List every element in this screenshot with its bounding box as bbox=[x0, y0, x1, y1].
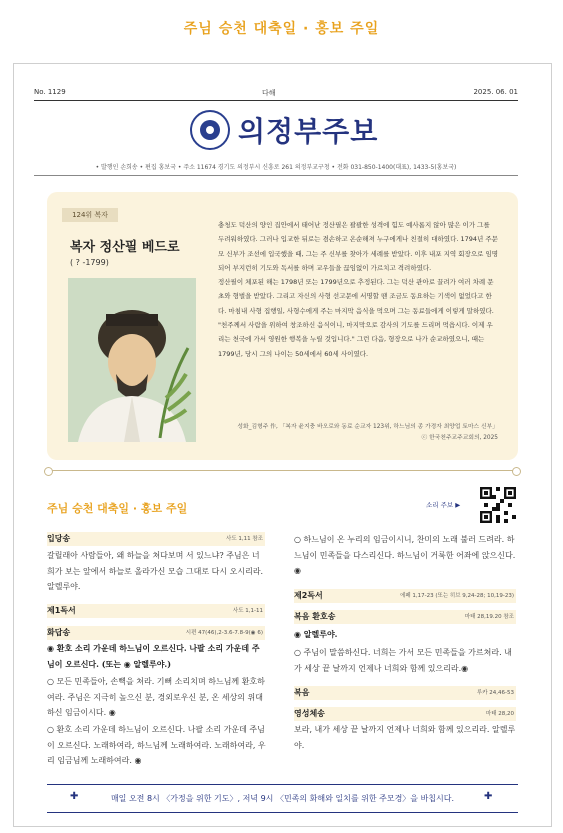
liturgy-title: 주님 승천 대축일 · 홍보 주일 bbox=[47, 502, 188, 515]
entrance-text: 갈릴래아 사람들아, 왜 하늘을 쳐다보며 서 있느냐? 주님은 너희가 보는 앞에서 하늘로 올라가신 모습 그대로 다시 오시리라. 알렐루야. bbox=[47, 551, 264, 591]
masthead-info-row bbox=[34, 88, 518, 100]
image-credit bbox=[218, 422, 498, 444]
saint-name: 복자 정산필 베드로 bbox=[70, 240, 180, 255]
cross-icon: ✚ bbox=[484, 791, 493, 802]
saint-badge: 124위 복자 bbox=[62, 208, 118, 222]
psalm-verse: ○ 환호 소리 가운데 하느님이 오르신다. 나팔 소리 가운데 주님이 오르신다. 노래하여라, 하느님께 노래하여라. 노래하여라, 우리 임금님께 노래하여라. ◉ bbox=[47, 725, 266, 765]
second-reading-ref: 에페 1,17-23 (또는 히브 9,24-28; 10,19-23) bbox=[400, 593, 514, 599]
issue-date: 2025. 06. 01 bbox=[473, 88, 518, 96]
imprint-rule bbox=[34, 175, 518, 176]
prayer-reminder: 매일 오전 8시 〈가정을 위한 기도〉, 저녁 9시 〈민족의 화해와 일치를 위한 주모경〉을 바칩시다. bbox=[110, 794, 455, 803]
entrance-ref: 사도 1,11 참조 bbox=[226, 536, 263, 542]
imprint-line: • 발행인 손희송 • 편집 홍보국 • 주소 11674 경기도 의정부시 신흥로 261 의정부교구청 • 전화 031-850-1400(대표), 1433-5(홍보국) bbox=[95, 164, 457, 171]
gospel-label: 복음 bbox=[294, 688, 310, 697]
sori-bulletin-link[interactable]: 소리 주보 ▶ bbox=[426, 501, 461, 509]
qr-code-icon[interactable] bbox=[480, 487, 516, 523]
section-divider bbox=[47, 470, 518, 471]
footer-rule-bottom bbox=[47, 812, 518, 813]
psalm-verse: ○ 모든 민족들아, 손뼉을 쳐라. 기뻐 소리치며 하느님께 환호하여라. 주님은 지극히 높으신 분, 경외로우신 분, 온 세상의 위대하신 임금이시다. ◉ bbox=[47, 677, 265, 717]
entrance-label: 입당송 bbox=[47, 534, 71, 543]
gospel-acclamation-header bbox=[294, 610, 516, 624]
bio-paragraph: 정산필이 체포된 해는 1798년 또는 1799년으로 추정된다. 그는 덕산 관아로 끌려가 여러 차례 문초와 형벌을 받았다. 그리고 자신의 사형 선고문에 서명할 땐 조금도 동요하는 기색이 없었다고 한다. 마침내 사형 집행일, 사형수에게 주는 마지막 음식을 먹으며 그는 동료들에게 이렇게 말하였다. "천주께서 사람을 위하여 창조하신 음식이니, 마지막으로 감사의 기도를 드리며 먹읍시다. 이제 우리는 천국에 가서 영원한 행복을 누릴 것입니다." 그런 다음, 형장으로 나가 순교하였으니, 때는 1799년, 당시 그의 나이는 50세에서 60세 사이였다. bbox=[218, 278, 494, 358]
communion-ref: 마태 28,20 bbox=[485, 711, 514, 717]
psalm-verse: ○ 하느님이 온 누리의 임금이시니, 찬미의 노래 불러 드려라. 하느님이 민족들을 다스리신다. 하느님이 거룩한 어좌에 앉으신다. ◉ bbox=[294, 535, 516, 575]
alleluia-response: ◉ 알렐루야. bbox=[294, 629, 338, 639]
psalm-ref: 시편 47(46),2-3.6-7.8-9(◉ 6) bbox=[185, 630, 263, 636]
divider-dot-icon bbox=[44, 467, 53, 476]
alleluia-verse: ○ 주님이 말씀하신다. 너희는 가서 모든 민족들을 가르쳐라. 내가 세상 끝 날까지 언제나 너희와 함께 있으리라.◉ bbox=[294, 648, 512, 673]
page-title: 주님 승천 대축일 · 홍보 주일 bbox=[183, 21, 380, 37]
credit-line: ⓒ 한국천주교주교회의, 2025 bbox=[421, 435, 498, 441]
gospel-header bbox=[294, 686, 516, 700]
psalm-header bbox=[47, 626, 265, 640]
liturgical-year: 다해 bbox=[262, 89, 276, 97]
second-reading-label: 제2독서 bbox=[294, 591, 323, 600]
diocese-logo-icon bbox=[190, 110, 230, 150]
saint-portrait bbox=[68, 278, 196, 442]
psalm-label: 화답송 bbox=[47, 628, 71, 637]
cross-icon: ✚ bbox=[70, 791, 79, 802]
saint-biography bbox=[218, 218, 498, 361]
bio-paragraph: 충청도 덕산의 양인 집안에서 태어난 정산필은 괄괄한 성격에 힘도 예사롭지 않아 많은 이가 그를 두려워하였다. 그러나 입교한 뒤로는 겸손하고 온순해져 누구에게나 친절히 대하였다. 1794년 주문모 신부가 조선에 입국했을 때, 그는 주 신부를 찾아가 세례를 받았다. 이후 내포 지역 회장으로 임명되어 부지런히 기도와 독서를 하며 교우들을 끊임없이 가르치고 격려하였다. bbox=[218, 221, 499, 272]
communion-label: 영성체송 bbox=[294, 709, 325, 718]
first-reading-label: 제1독서 bbox=[47, 606, 76, 615]
masthead-rule bbox=[34, 100, 518, 101]
gospel-acclamation-label: 복음 환호송 bbox=[294, 612, 336, 621]
communion-header bbox=[294, 707, 516, 721]
first-reading-header bbox=[47, 604, 265, 618]
first-reading-ref: 사도 1,1-11 bbox=[232, 608, 263, 614]
communion-text: 보라, 내가 세상 끝 날까지 언제나 너희와 함께 있으리라. 알렐루야. bbox=[294, 725, 516, 750]
psalm-response: ◉ 환호 소리 가운데 하느님이 오르신다. 나팔 소리 가운데 주님이 오르신다. (또는 ◉ 알렐루야.) bbox=[47, 643, 260, 669]
second-reading-header bbox=[294, 589, 516, 603]
saint-years: ( ? -1799) bbox=[70, 258, 109, 267]
gospel-acclamation-ref: 마태 28,19.20 참조 bbox=[464, 614, 514, 620]
bulletin-brand: 의정부주보 bbox=[238, 115, 379, 148]
entrance-antiphon-header bbox=[47, 532, 265, 546]
footer-rule-top bbox=[47, 784, 518, 785]
gospel-ref: 루카 24,46-53 bbox=[476, 690, 514, 696]
credit-line: 성화_김형주 作, 「복자 윤지충 바오로와 동료 순교자 123위, 하느님의 종 가경자 최양업 토마스 신부」 bbox=[237, 424, 498, 430]
divider-dot-icon bbox=[512, 467, 521, 476]
issue-number: No. 1129 bbox=[34, 88, 66, 96]
